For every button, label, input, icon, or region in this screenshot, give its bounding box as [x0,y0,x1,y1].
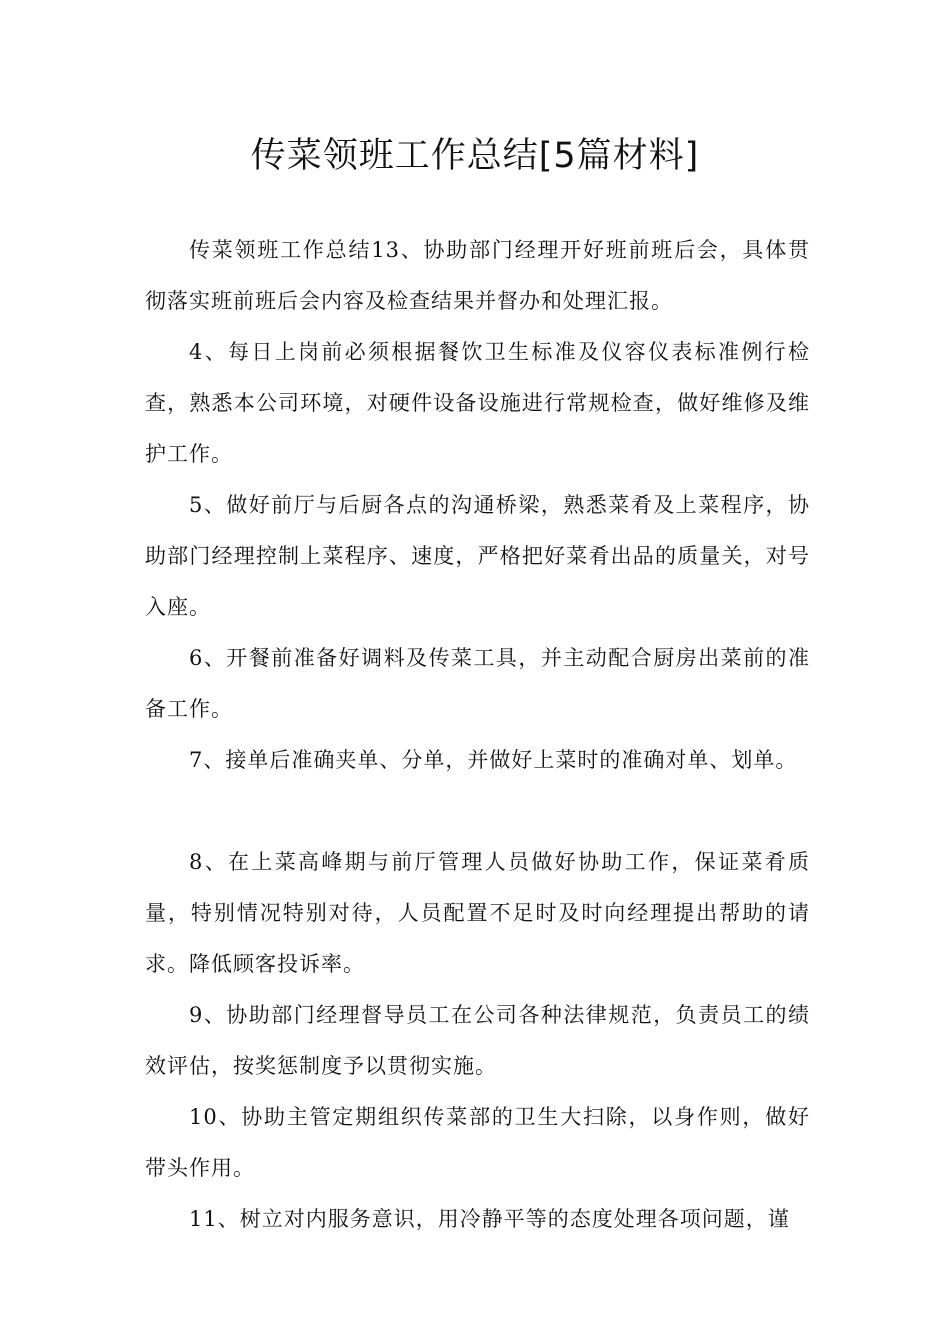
paragraph-11: 11、树立对内服务意识，用冷静平等的态度处理各项问题，谨 [189,1207,790,1231]
paragraph-7: 7、接单后准确夹单、分单，并做好上菜时的准确对单、划单。 [189,748,798,772]
paragraph-10: 10、协助主管定期组织传菜部的卫生大扫除，以身作则，做好带头作用。 [145,1105,810,1180]
paragraph-5: 5、做好前厅与后厨各点的沟通桥梁，熟悉菜肴及上菜程序，协助部门经理控制上菜程序、速度，严格把好菜肴出品的质量关，对号入座。 [145,493,810,619]
paragraph-8: 8、在上菜高峰期与前厅管理人员做好协助工作，保证菜肴质量，特别情况特别对待，人员配置不足时及时向经理提出帮助的请求。降低顾客投诉率。 [145,850,810,976]
paragraph-9: 9、协助部门经理督导员工在公司各种法律规范，负责员工的绩效评估，按奖惩制度予以贯彻实施。 [145,1003,810,1078]
blank-line [145,786,810,837]
paragraph-4: 4、每日上岗前必须根据餐饮卫生标准及仪容仪表标准例行检查，熟悉本公司环境，对硬件设备设施进行常规检查，做好维修及维护工作。 [145,340,810,466]
document-body [145,225,810,1245]
document-title: 传菜领班工作总结[5篇材料] [250,136,700,176]
paragraph-3: 传菜领班工作总结13、协助部门经理开好班前班后会，具体贯彻落实班前班后会内容及检查结果并督办和处理汇报。 [145,238,810,313]
paragraph-6: 6、开餐前准备好调料及传菜工具，并主动配合厨房出菜前的准备工作。 [145,646,810,721]
